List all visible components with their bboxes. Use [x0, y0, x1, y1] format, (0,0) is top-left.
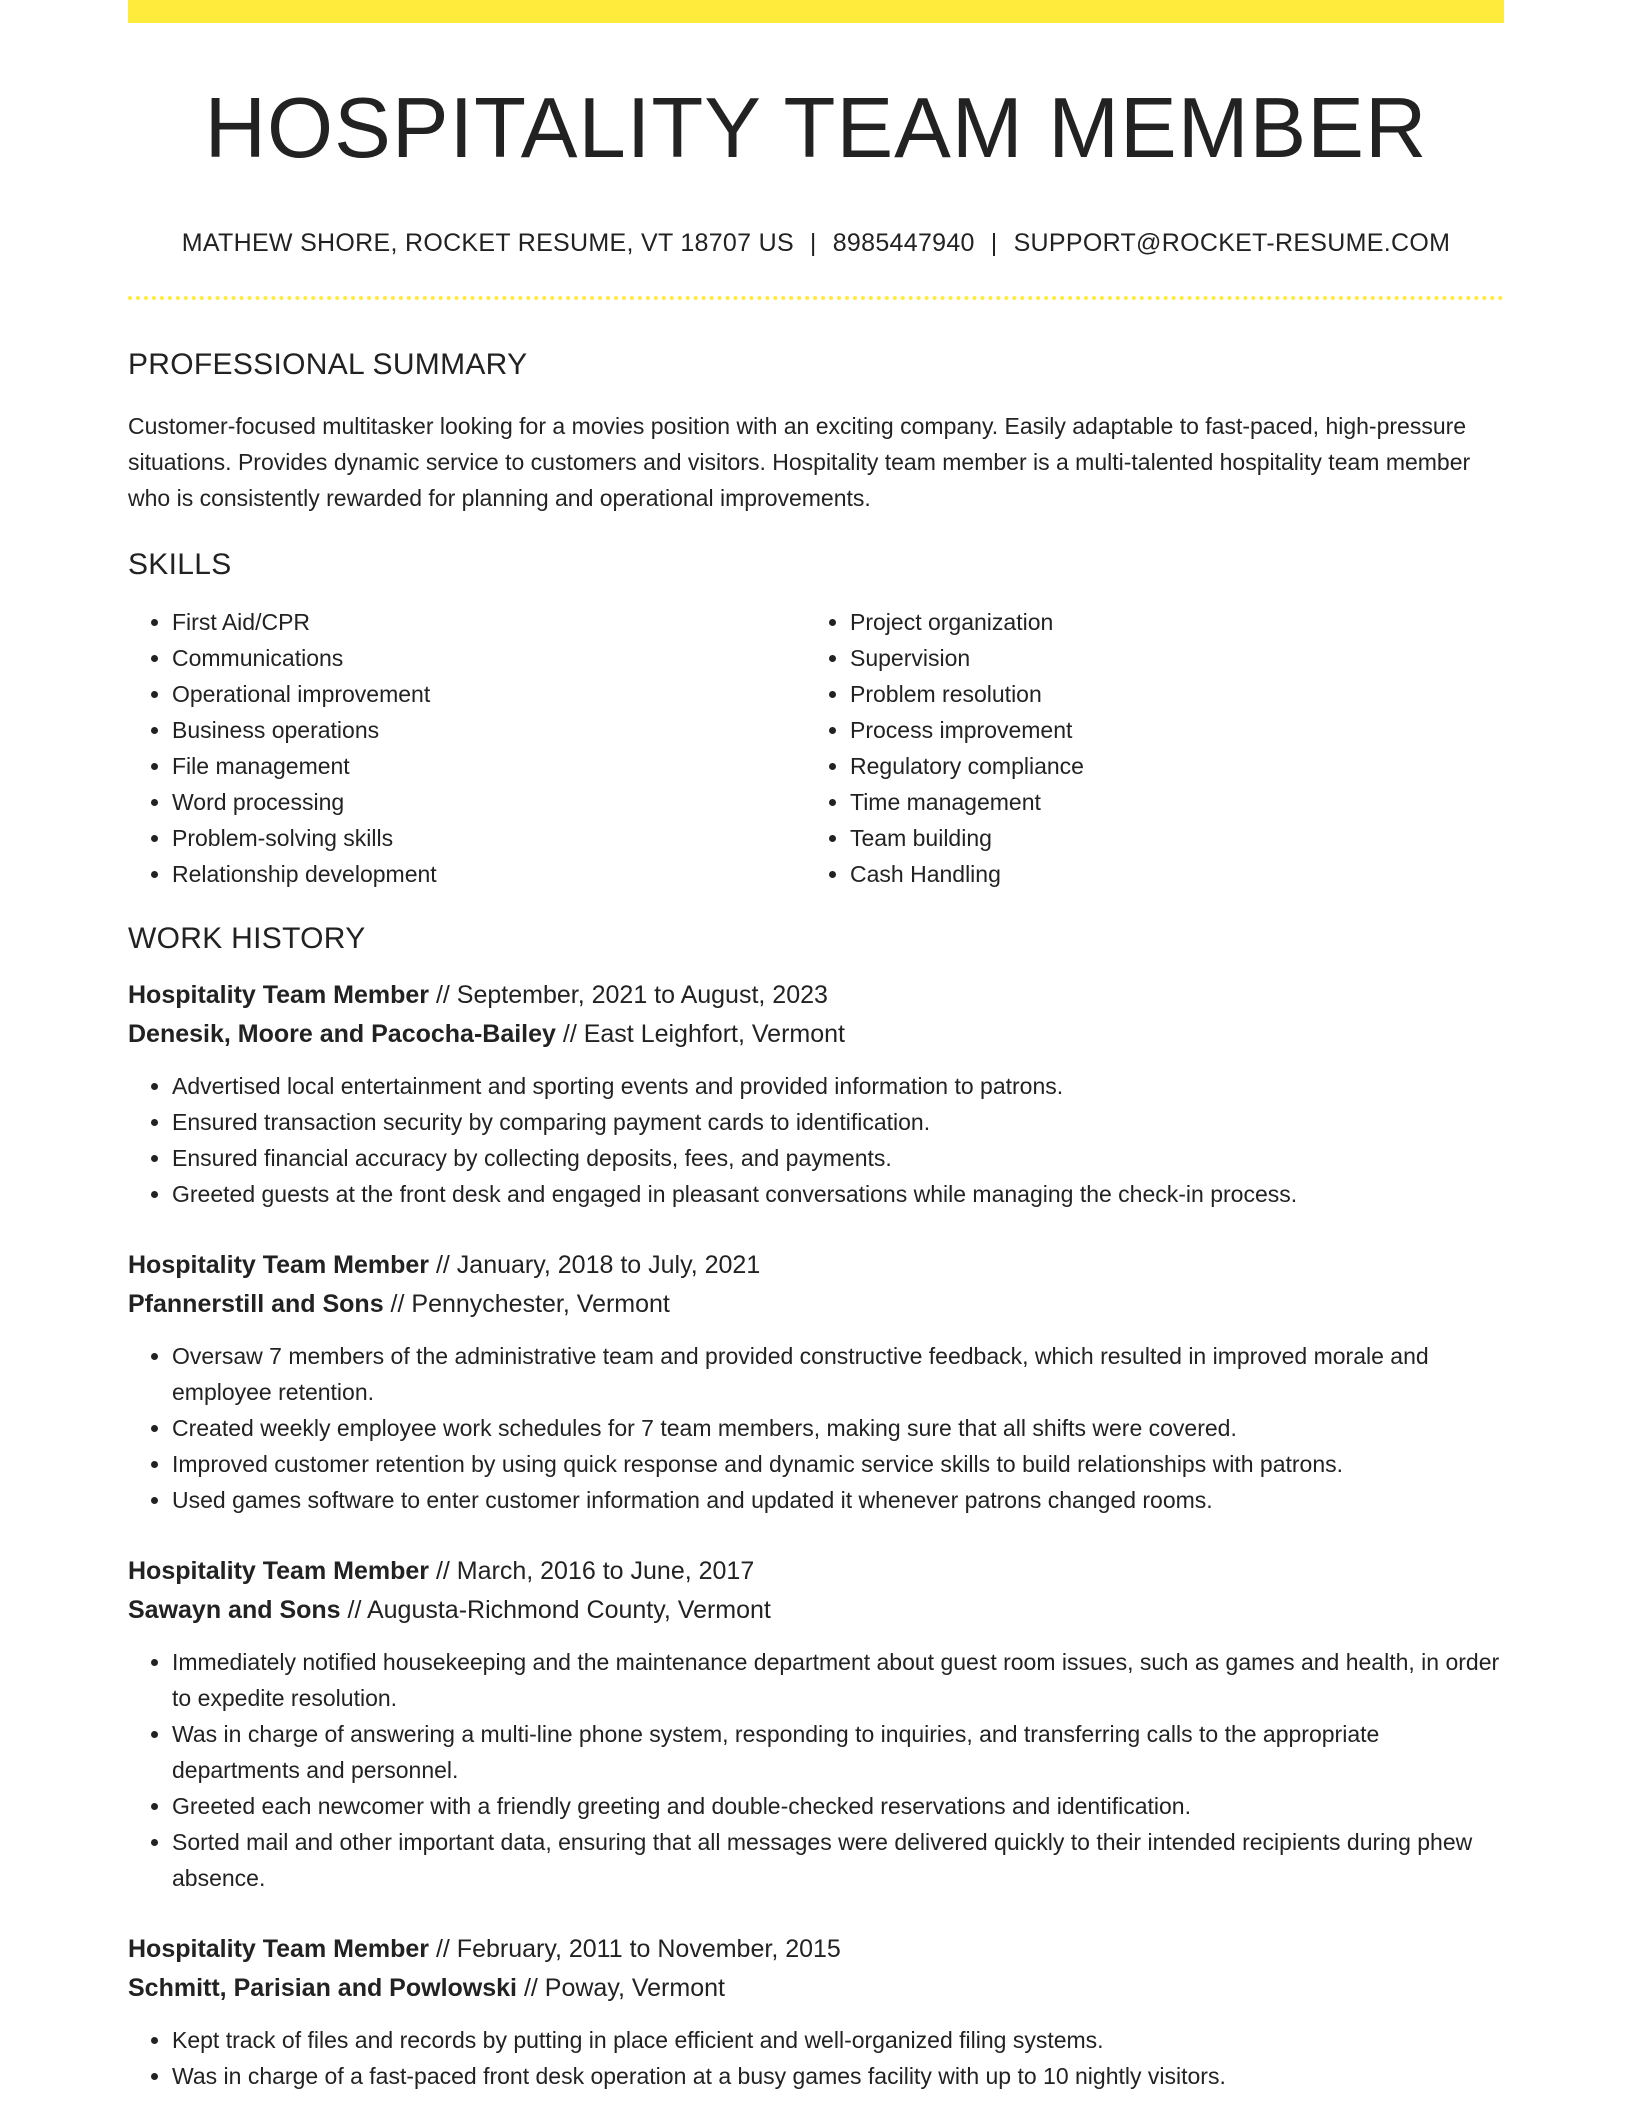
- job-bullet: • Improved customer retention by using quick response and dynamic service skills to build relationships with patrons.: [172, 1446, 1504, 1482]
- job-dates: // March, 2016 to June, 2017: [429, 1556, 755, 1585]
- skill-item: • First Aid/CPR: [172, 604, 806, 640]
- section-title-skills: SKILLS: [128, 547, 232, 581]
- job-bullet: • Was in charge of answering a multi-line phone system, responding to inquiries, and transferring calls to the appropriate departments and personnel.: [172, 1716, 1504, 1788]
- job-entry: [128, 1246, 1504, 1518]
- job-entry: [128, 976, 1504, 1212]
- job-bullets: [128, 1338, 1504, 1518]
- job-role-line: [128, 1552, 1504, 1591]
- job-role: Hospitality Team Member: [128, 1250, 430, 1279]
- job-bullet: • Oversaw 7 members of the administrative team and provided constructive feedback, which resulted in improved morale and employee retention.: [172, 1338, 1504, 1410]
- skills-columns: [128, 604, 1504, 892]
- job-company-line: [128, 1015, 1504, 1054]
- job-role-line: [128, 1930, 1504, 1969]
- skill-item: • Process improvement: [850, 712, 1484, 748]
- skills-list-right: [806, 604, 1484, 892]
- job-dates: // February, 2011 to November, 2015: [429, 1934, 841, 1963]
- job-bullet: • Kept track of files and records by putting in place efficient and well-organized filing systems.: [172, 2022, 1504, 2058]
- job-bullet: • Ensured transaction security by comparing payment cards to identification.: [172, 1104, 1504, 1140]
- section-title-summary: PROFESSIONAL SUMMARY: [128, 347, 528, 381]
- skill-item: • Problem resolution: [850, 676, 1484, 712]
- contact-separator: |: [990, 228, 998, 257]
- contact-separator: |: [809, 228, 817, 257]
- skill-item: • Business operations: [172, 712, 806, 748]
- job-company-line: [128, 1591, 1504, 1630]
- job-role-line: [128, 976, 1504, 1015]
- job-company-line: [128, 1285, 1504, 1324]
- skill-item: • Problem-solving skills: [172, 820, 806, 856]
- skill-item: • Time management: [850, 784, 1484, 820]
- job-company: Sawayn and Sons: [128, 1595, 341, 1624]
- job-bullets: [128, 2022, 1504, 2094]
- job-bullet: • Sorted mail and other important data, ensuring that all messages were delivered quickly to their intended recipients during phew absence.: [172, 1824, 1504, 1896]
- skill-item: • Relationship development: [172, 856, 806, 892]
- summary-text: Customer-focused multitasker looking for a movies position with an exciting company. Easily adaptable to fast-paced, high-pressure situations. Provides dynamic service to customers and visitors. Hospitality team member is a multi-talented hospitality team member who is consistently rewarded for planning and operational improvements.: [128, 412, 1471, 511]
- contact-line: [128, 229, 1504, 258]
- job-company-line: [128, 1969, 1504, 2008]
- skill-item: • Cash Handling: [850, 856, 1484, 892]
- contact-email: SUPPORT@ROCKET-RESUME.COM: [1013, 228, 1451, 257]
- job-bullet: • Was in charge of a fast-paced front desk operation at a busy games facility with up to 10 nightly visitors.: [172, 2058, 1504, 2094]
- skill-item: • Word processing: [172, 784, 806, 820]
- job-role: Hospitality Team Member: [128, 980, 430, 1009]
- job-location: // East Leighfort, Vermont: [555, 1019, 845, 1048]
- job-entry: [128, 1930, 1504, 2094]
- job-bullets: [128, 1644, 1504, 1896]
- dotted-divider: [128, 296, 1504, 300]
- job-location: // Pennychester, Vermont: [383, 1289, 670, 1318]
- contact-phone: 8985447940: [832, 228, 975, 257]
- job-entry: [128, 1552, 1504, 1896]
- skill-item: • Team building: [850, 820, 1484, 856]
- job-bullet: • Advertised local entertainment and sporting events and provided information to patrons.: [172, 1068, 1504, 1104]
- job-bullets: [128, 1068, 1504, 1212]
- top-accent-bar: [128, 0, 1504, 23]
- job-bullet: • Greeted each newcomer with a friendly greeting and double-checked reservations and identification.: [172, 1788, 1504, 1824]
- skill-item: • File management: [172, 748, 806, 784]
- job-bullet: • Ensured financial accuracy by collecting deposits, fees, and payments.: [172, 1140, 1504, 1176]
- job-bullet: • Used games software to enter customer information and updated it whenever patrons changed rooms.: [172, 1482, 1504, 1518]
- section-title-work-history: WORK HISTORY: [128, 921, 366, 955]
- job-company: Schmitt, Parisian and Powlowski: [128, 1973, 517, 2002]
- job-location: // Augusta-Richmond County, Vermont: [340, 1595, 771, 1624]
- job-bullet: • Immediately notified housekeeping and the maintenance department about guest room issues, such as games and health, in order to expedite resolution.: [172, 1644, 1504, 1716]
- skill-item: • Supervision: [850, 640, 1484, 676]
- skill-item: • Operational improvement: [172, 676, 806, 712]
- job-company: Denesik, Moore and Pacocha-Bailey: [128, 1019, 556, 1048]
- contact-address: MATHEW SHORE, ROCKET RESUME, VT 18707 US: [181, 228, 794, 257]
- job-role: Hospitality Team Member: [128, 1934, 430, 1963]
- skill-item: • Project organization: [850, 604, 1484, 640]
- job-role: Hospitality Team Member: [128, 1556, 430, 1585]
- skill-item: • Regulatory compliance: [850, 748, 1484, 784]
- job-role-line: [128, 1246, 1504, 1285]
- job-bullet: • Created weekly employee work schedules for 7 team members, making sure that all shifts were covered.: [172, 1410, 1504, 1446]
- job-location: // Poway, Vermont: [517, 1973, 725, 2002]
- job-dates: // January, 2018 to July, 2021: [429, 1250, 761, 1279]
- skill-item: • Communications: [172, 640, 806, 676]
- job-dates: // September, 2021 to August, 2023: [429, 980, 828, 1009]
- job-company: Pfannerstill and Sons: [128, 1289, 384, 1318]
- resume-page: [128, 0, 1504, 2094]
- skills-list-left: [128, 604, 806, 892]
- job-bullet: • Greeted guests at the front desk and engaged in pleasant conversations while managing the check-in process.: [172, 1176, 1504, 1212]
- resume-title: HOSPITALITY TEAM MEMBER: [204, 81, 1428, 176]
